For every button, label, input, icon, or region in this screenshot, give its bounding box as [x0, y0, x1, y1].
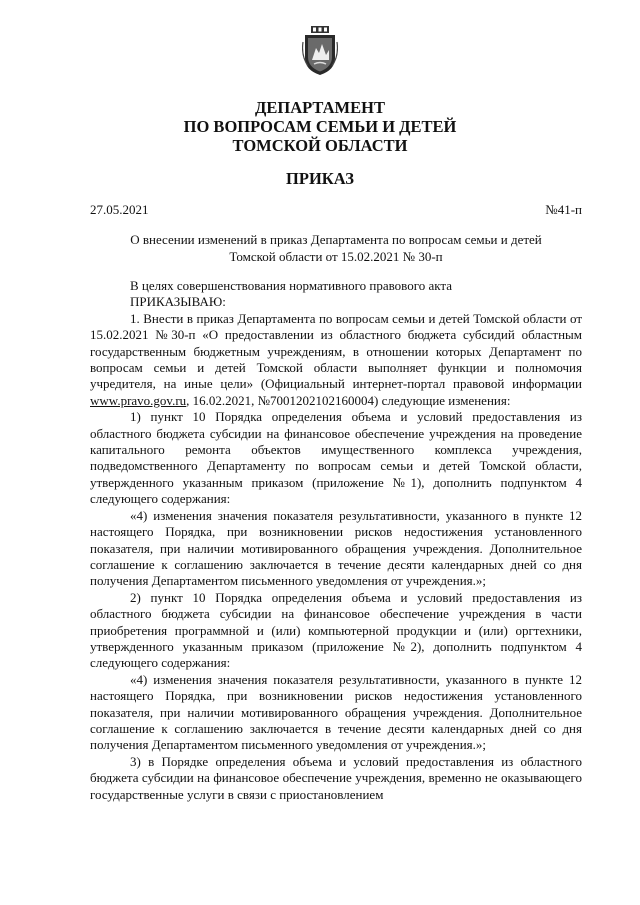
department-line-1: ДЕПАРТАМЕНТ: [255, 98, 385, 117]
order-subject: [90, 231, 582, 265]
order-number: №41-п: [545, 202, 582, 217]
subitem-3: 3) в Порядке определения объема и условий предоставления из областного бюджета субсидии на финансовое обеспечение учреждения, временно не оказывающего государственные услуги в связи с приостановлением: [90, 753, 582, 802]
department-line-3: ТОМСКОЙ ОБЛАСТИ: [232, 136, 408, 155]
item-1-text-end: , 16.02.2021, №7001202102160004) следующие изменения:: [186, 392, 511, 408]
department-name: [0, 98, 640, 155]
document-type: ПРИКАЗ: [286, 169, 354, 188]
subitem-1: 1) пункт 10 Порядка определения объема и условий предоставления из областного бюджета субсидии на финансовое обеспечение учреждения на проведение капитального ремонта объектов имущественного комплекса учреждения, подведомственного Департаменту по вопросам семьи и детей Томской области, утвержденного указанным приказом (приложение №1), дополнить подпунктом 4 следующего содержания:: [90, 409, 582, 507]
subject-line-1: О внесении изменений в приказ Департамента по вопросам семьи и детей: [130, 232, 542, 247]
department-line-2: ПО ВОПРОСАМ СЕМЬИ И ДЕТЕЙ: [183, 117, 457, 136]
order-word: ПРИКАЗЫВАЮ:: [130, 294, 226, 310]
subitem-2: 2) пункт 10 Порядка определения объема и условий предоставления из областного бюджета субсидии на финансовое обеспечение учреждения в части приобретения программной и (или) компьютерной продукции и (или) оргтехники, утвержденного указанным приказом (приложение №2), дополнить подпунктом 4 следующего содержания:: [90, 589, 582, 671]
subject-line-2: Томской области от 15.02.2021 № 30-п: [229, 249, 443, 264]
coat-of-arms-icon: [302, 26, 338, 76]
preamble: В целях совершенствования нормативного правового акта: [130, 278, 453, 293]
pravo-link[interactable]: www.pravo.gov.ru: [90, 392, 187, 408]
quote-1: «4) изменения значения показателя результативности, указанного в пункте 12 настоящего Порядка, при возникновении рисков недостижения установленного показателя, при наличии мотивированного обращения учреждения. Дополнительное соглашение к соглашению заключается в течение десяти календарных дней со дня получения Департаментом письменного уведомления от учреждения.»;: [90, 507, 582, 589]
order-body: [90, 278, 582, 803]
item-1: [90, 311, 582, 409]
item-1-text: 1. Внести в приказ Департамента по вопросам семьи и детей Томской области от 15.02.2021 №30-п «О предоставлении из областного бюджета субсидий областным государственным бюджетным учреждениям, в отношении которых Департамент по вопросам семьи и детей Томской области выполняет функции и полномочия учредителя, на иные цели» (Официальный интернет-портал правовой информации: [90, 310, 582, 392]
quote-2: «4) изменения значения показателя результативности, указанного в пункте 12 настоящего Порядка, при возникновении рисков недостижения установленного показателя, при наличии мотивированного обращения учреждения. Дополнительное соглашение к соглашению заключается в течение десяти календарных дней со дня получения Департаментом письменного уведомления от учреждения.»;: [90, 671, 582, 753]
order-date: 27.05.2021: [90, 202, 149, 217]
